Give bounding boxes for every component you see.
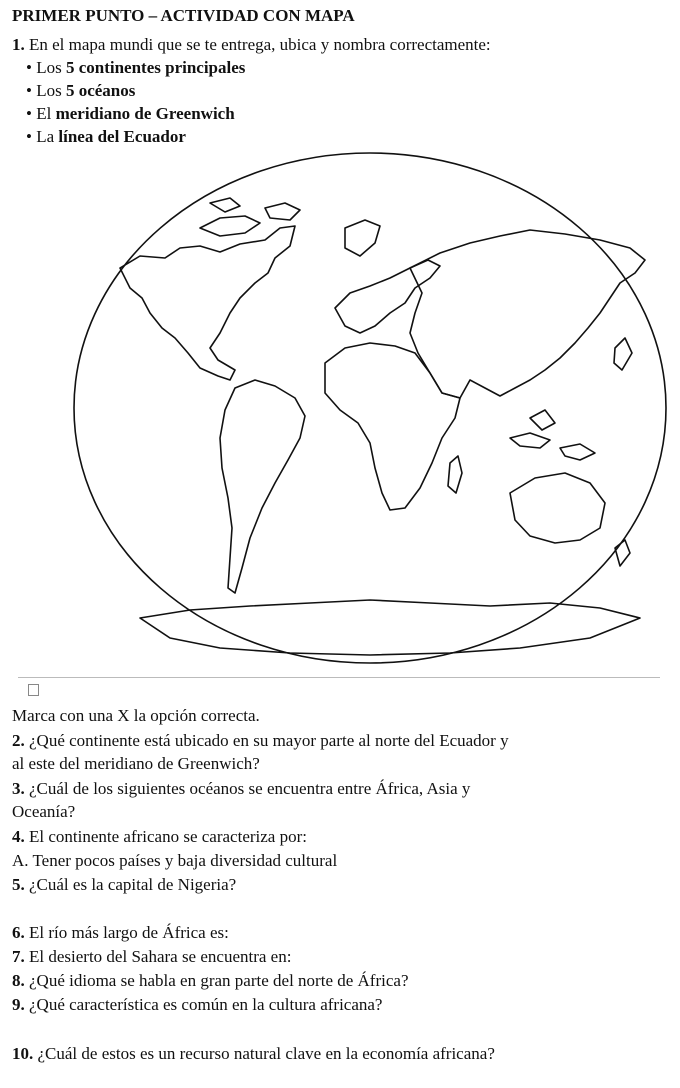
question-1-number: 1. (12, 35, 25, 54)
southeast-asia-islands-outline (510, 410, 595, 460)
section-divider (18, 677, 660, 678)
bullet-bold: meridiano de Greenwich (55, 104, 235, 123)
question-5 (12, 874, 236, 896)
question-6-number: 6. (12, 923, 25, 942)
bullet-continents (26, 57, 245, 79)
question-10 (12, 1043, 495, 1065)
bullet-equator (26, 126, 186, 148)
bullet-bold: 5 océanos (65, 81, 136, 100)
new-zealand-outline (615, 540, 630, 566)
bullet-bold: 5 continentes principales (65, 58, 246, 77)
map-ellipse-border (74, 153, 666, 663)
question-7-text: El desierto del Sahara se encuentra en: (24, 947, 292, 966)
north-america-outline (120, 226, 295, 380)
bullet-icon: • (26, 81, 37, 100)
question-9 (12, 994, 382, 1016)
question-7-number: 7. (12, 947, 25, 966)
question-10-number: 10. (12, 1044, 34, 1063)
question-3-line-2: Oceanía? (12, 802, 76, 821)
question-8-text: ¿Qué idioma se habla en gran parte del norte de África? (24, 971, 409, 990)
question-9-text: ¿Qué característica es común en la cultura africana? (24, 995, 383, 1014)
question-2-number: 2. (12, 731, 25, 750)
question-4 (12, 826, 307, 848)
south-america-outline (220, 380, 305, 593)
worksheet-title: PRIMER PUNTO – ACTIVIDAD CON MAPA (12, 6, 355, 25)
question-2-text: ¿Qué continente está ubicado en su mayor parte al norte del Ecuador y (24, 731, 509, 750)
question-7 (12, 946, 291, 968)
question-6-text: El río más largo de África es: (24, 923, 229, 942)
bullet-icon: • (26, 104, 37, 123)
question-3-number: 3. (12, 779, 25, 798)
question-4-text: El continente africano se caracteriza por: (24, 827, 307, 846)
question-10-text: ¿Cuál de estos es un recurso natural clave en la economía africana? (33, 1044, 495, 1063)
world-map-outline (70, 148, 670, 668)
question-1-text: En el mapa mundi que se te entrega, ubica y nombra correctamente: (24, 35, 491, 54)
question-8-number: 8. (12, 971, 25, 990)
madagascar-outline (448, 456, 462, 493)
bullet-pre: Los (36, 81, 66, 100)
japan-outline (614, 338, 632, 370)
option-a[interactable]: A. Tener pocos países y baja diversidad cultural (12, 851, 338, 870)
bullet-pre: Los (36, 58, 66, 77)
bullet-pre: La (36, 127, 59, 146)
question-3-text: ¿Cuál de los siguientes océanos se encuentra entre África, Asia y (24, 779, 471, 798)
question-2-line-1 (12, 730, 509, 752)
greenland-outline (345, 220, 380, 256)
question-5-text: ¿Cuál es la capital de Nigeria? (24, 875, 237, 894)
bullet-icon: • (26, 127, 37, 146)
australia-outline (510, 473, 605, 543)
arctic-islands-outline (200, 198, 300, 236)
bullet-pre: El (36, 104, 56, 123)
africa-outline (325, 343, 460, 510)
question-3-line-1 (12, 778, 470, 800)
bullet-oceans (26, 80, 135, 102)
question-6 (12, 922, 229, 944)
europe-outline (335, 260, 440, 333)
bullet-icon: • (26, 58, 37, 77)
antarctica-outline (140, 600, 640, 655)
question-5-number: 5. (12, 875, 25, 894)
checkbox-icon[interactable] (28, 684, 39, 696)
question-8 (12, 970, 409, 992)
asia-outline (410, 230, 645, 398)
bullet-greenwich (26, 103, 235, 125)
question-4-number: 4. (12, 827, 25, 846)
bullet-bold: línea del Ecuador (58, 127, 186, 146)
question-1 (12, 34, 491, 56)
question-9-number: 9. (12, 995, 25, 1014)
instruction-text: Marca con una X la opción correcta. (12, 706, 260, 725)
question-2-line-2: al este del meridiano de Greenwich? (12, 754, 260, 773)
